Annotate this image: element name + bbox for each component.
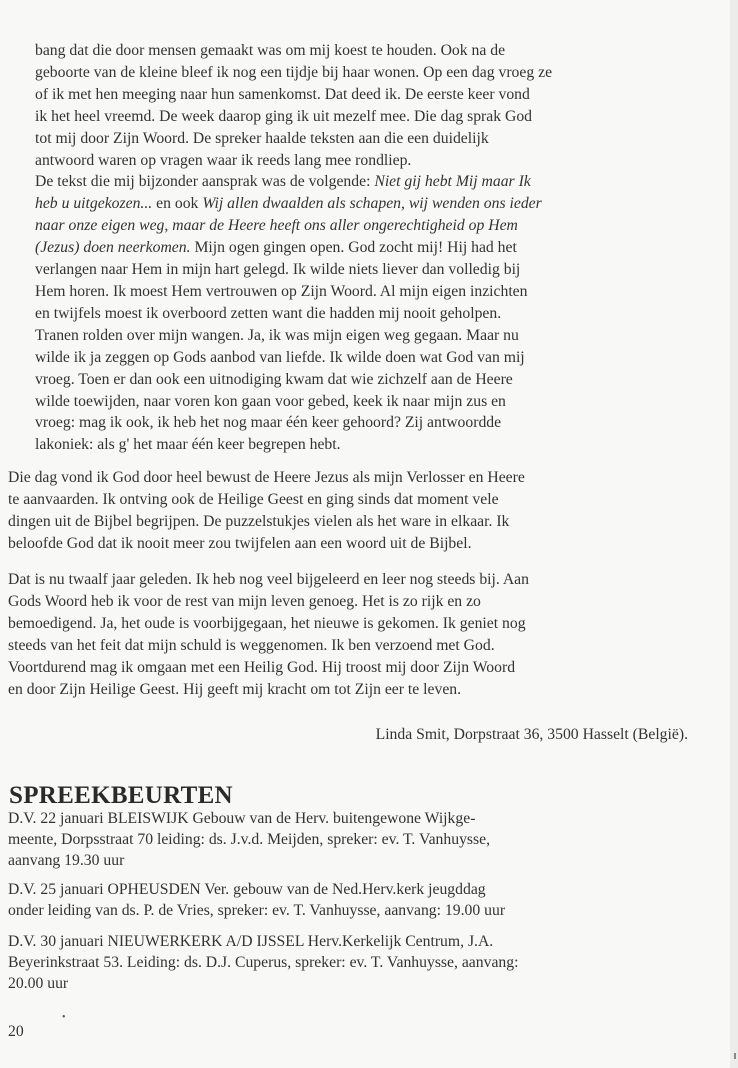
text-line: wilde ik ja zeggen op Gods aanbod van liefde. Ik wilde doen wat God van mij [35,348,525,366]
section-title-spreekbeurten: SPREEKBEURTEN [9,782,233,809]
bible-quote: naar onze eigen weg, maar de Heere heeft ons aller ongerechtigheid op Hem [35,217,518,235]
text-line: te aanvaarden. Ik ontving ook de Heilige Geest en ging sinds dat moment vele [8,490,499,508]
plain-text: en ook [152,195,203,213]
text-line: verlangen naar Hem in mijn hart gelegd. Ik wilde niets liever dan volledig bij [35,261,521,279]
plain-text: Mijn ogen gingen open. God zocht mij! Hij had het [190,239,517,257]
text-line: Dat is nu twaalf jaar geleden. Ik heb nog veel bijgeleerd en leer nog steeds bij. Aan [8,571,529,588]
page-number: 20 [8,1023,24,1040]
scan-artifact [734,1053,736,1059]
text-line: Beyerinkstraat 53. Leiding: ds. D.J. Cuperus, spreker: ev. T. Vanhuysse, aanvang: [8,954,519,971]
text-line: lakoniek: als g' het maar één keer begrepen hebt. [35,436,341,454]
testimony-paragraph-3 [8,569,698,700]
text-line: vroeg: mag ik ook, ik heb het nog maar één keer gehoord? Zij antwoordde [35,414,502,432]
text-line: en door Zijn Heilige Geest. Hij geeft mij kracht om tot Zijn eer te leven. [8,680,462,698]
text-line: 20.00 uur [8,975,69,992]
text-line: ik het heel vreemd. De week daarop ging ik uit mezelf mee. Die dag sprak God [35,107,533,125]
bible-quote: Wij allen dwaalden als schapen, wij wenden ons ieder [202,195,542,213]
print-mark: • [62,1012,66,1023]
text-line: beloofde God dat ik nooit meer zou twijfelen aan een woord uit de Bijbel. [8,534,472,552]
text-line [35,193,697,215]
text-line: bang dat die door mensen gemaakt was om mij koest te houden. Ook na de [35,42,506,59]
text-line: dingen uit de Bijbel begrijpen. De puzzelstukjes vielen als het ware in elkaar. Ik [8,512,510,530]
text-line: Tranen rolden over mijn wangen. Ja, ik was mijn eigen weg gegaan. Maar nu [35,326,519,344]
text-line: bemoedigend. Ja, het oude is voorbijgegaan, het nieuwe is gekomen. Ik geniet nog [8,614,526,632]
text-line: D.V. 30 januari NIEUWERKERK A/D IJSSEL Herv.Kerkelijk Centrum, J.A. [8,933,494,950]
text-line: geboorte van de kleine bleef ik nog een tijdje bij haar wonen. Op een dag vroeg ze [35,63,553,81]
text-line: D.V. 25 januari OPHEUSDEN Ver. gebouw van de Ned.Herv.kerk jeugddag [8,881,486,898]
text-line: D.V. 22 januari BLEISWIJK Gebouw van de Herv. buitengewone Wijkge- [8,810,476,827]
testimony-paragraph-2 [8,467,698,555]
text-line: en twijfels moest ik overboord zetten want die hadden mij nooit geholpen. [35,304,502,322]
event-item [8,879,698,921]
page-edge-shadow [730,0,738,1068]
text-line [35,237,697,259]
text-line: Hem horen. Ik moest Hem vertrouwen op Zijn Woord. Al mijn eigen inzichten [35,282,528,300]
text-line: aanvang 19.30 uur [8,852,125,869]
text-line [35,215,697,237]
text-line: wilde toewijden, naar voren kon gaan voor gebed, keek ik naar mijn zus en [35,392,506,410]
text-line: tot mij door Zijn Woord. De spreker haalde teksten aan die een duidelijk [35,129,489,147]
text-line [35,171,697,193]
text-line: meente, Dorpsstraat 70 leiding: ds. J.v.d. Meijden, spreker: ev. T. Vanhuysse, [8,831,491,848]
text-line: steeds van het feit dat mijn schuld is weggenomen. Ik ben verzoend met God. [8,636,495,654]
bible-quote: Niet gij hebt Mij maar Ik [374,173,531,191]
author-signature: Linda Smit, Dorpstraat 36, 3500 Hasselt (België). [375,726,688,743]
testimony-paragraph-1 [35,40,697,456]
plain-text: De tekst die mij bijzonder aansprak was de volgende: [35,173,375,191]
bible-quote: (Jezus) doen neerkomen. [35,239,191,257]
event-item [8,808,698,871]
bible-quote: heb u uitgekozen... [35,195,153,213]
text-line: Voortdurend mag ik omgaan met een Heilig God. Hij troost mij door Zijn Woord [8,658,516,676]
text-line: Die dag vond ik God door heel bewust de Heere Jezus als mijn Verlosser en Heere [8,469,525,486]
text-line: of ik met hen meeging naar hun samenkomst. Dat deed ik. De eerste keer vond [35,85,530,103]
text-line: vroeg. Toen er dan ook een uitnodiging kwam dat wie zichzelf aan de Heere [35,370,513,388]
event-item [8,931,698,994]
text-line: onder leiding van ds. P. de Vries, spreker: ev. T. Vanhuysse, aanvang: 19.00 uur [8,902,506,919]
text-line: Gods Woord heb ik voor de rest van mijn leven genoeg. Het is zo rijk en zo [8,592,481,610]
text-line: antwoord waren op vragen waar ik reeds lang mee rondliep. [35,151,412,169]
